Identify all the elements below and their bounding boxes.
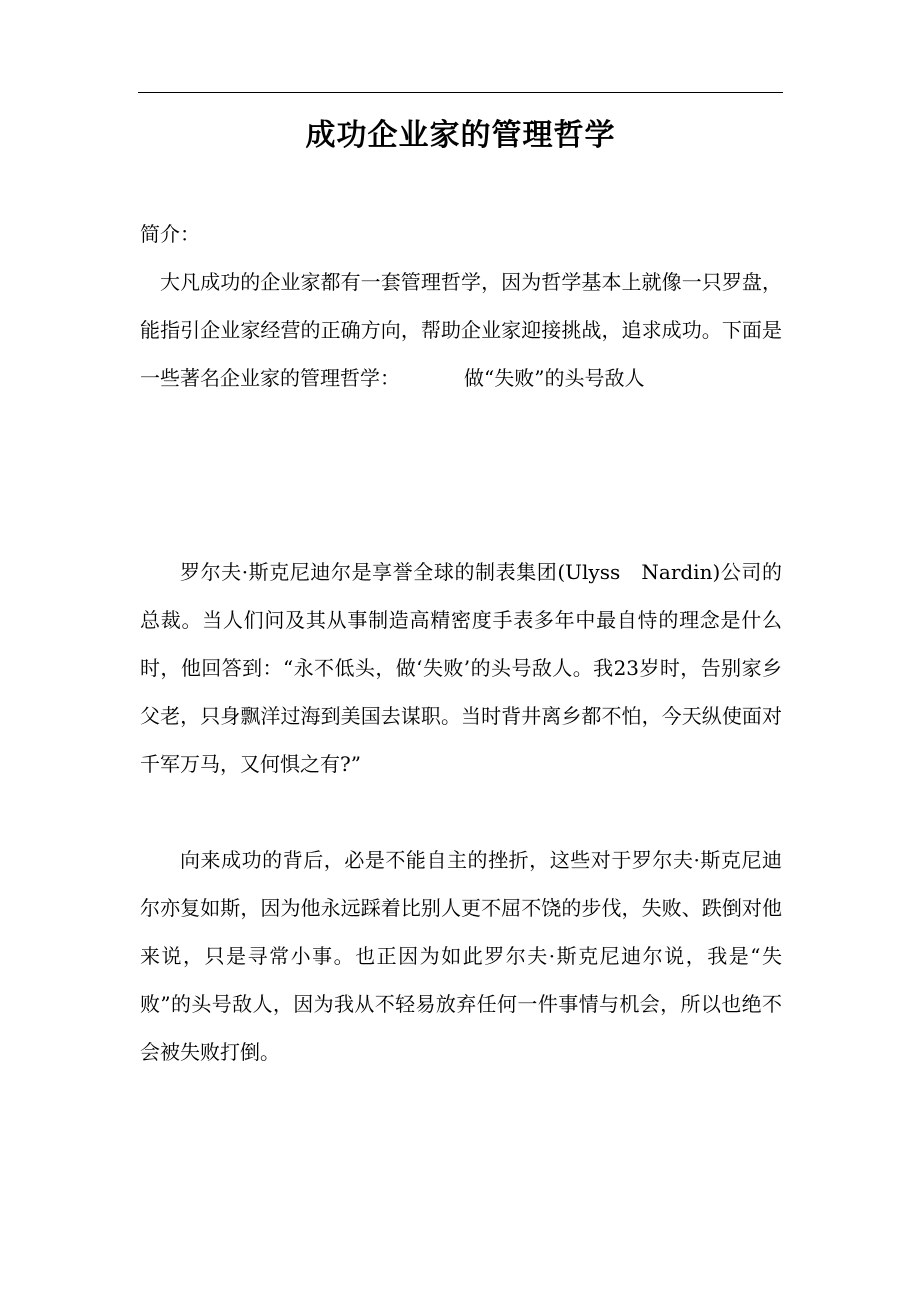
document-title: 成功企业家的管理哲学 [305,118,616,153]
body-paragraph: 向来成功的背后，必是不能自主的挫折，这些对于罗尔夫·斯克尼迪尔亦复如斯，因为他永远踩着比别人更不屈不饶的步伐，失败、跌倒对他来说，只是寻常小事。也正因为如此罗尔夫·斯克尼迪尔说，我是“失败”的头号敌人，因为我从不轻易放弃任何一件事情与机会，所以也绝不会被失败打倒。 [140,848,782,1064]
section-heading: 做“失败”的头号敌人 [464,366,645,390]
intro-label: 简介： [140,222,200,246]
header-rule [138,92,783,93]
body-paragraph: 罗尔夫·斯克尼迪尔是享誉全球的制表集团(Ulyss Nardin)公司的总裁。当人们问及其从事制造高精密度手表多年中最自恃的理念是什么时，他回答到：“永不低头，做‘失败’的头号敌人。我23岁时，告别家乡父老，只身飘洋过海到美国去谋职。当时背井离乡都不怕，今天纵使面对千军万马，又何惧之有?” [140,560,782,776]
intro-text: 大凡成功的企业家都有一套管理哲学，因为哲学基本上就像一只罗盘，能指引企业家经营的正确方向，帮助企业家迎接挑战，追求成功。下面是一些著名企业家的管理哲学： [140,270,782,390]
intro-paragraph [140,258,782,402]
